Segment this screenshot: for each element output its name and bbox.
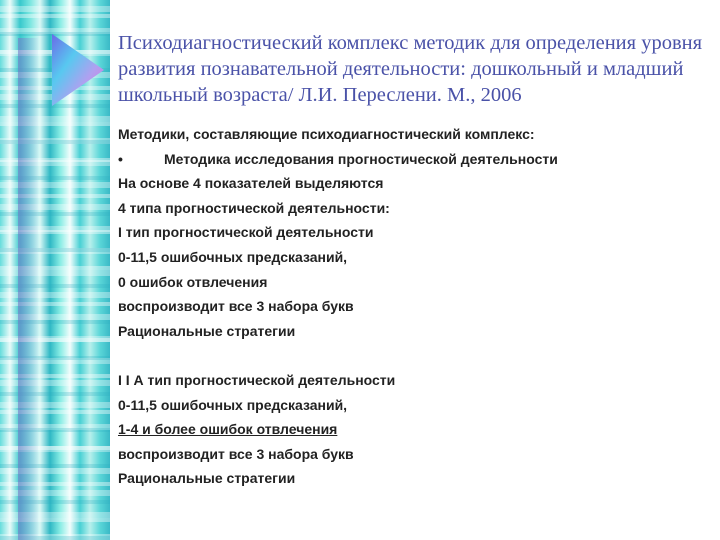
type-heading: I тип прогностической деятельности: [118, 224, 374, 241]
body-line: Рациональные стратегии: [118, 322, 296, 339]
body-line: 4 типа прогностической деятельности:: [118, 199, 390, 216]
spacer: [118, 343, 708, 368]
body-line: 0-11,5 ошибочных предсказаний,: [118, 396, 348, 413]
bullet-text: Методика исследования прогностической деятельности: [164, 150, 558, 167]
type-heading: I I А тип прогностической деятельности: [118, 371, 396, 388]
slide-body: [118, 122, 708, 491]
decorative-edge-shadow: [18, 38, 38, 540]
underlined-line: 1-4 и более ошибок отвлечения: [118, 421, 338, 438]
slide-title: Психодиагностический комплекс методик для определения уровня развития познавательной деятельности: дошкольный и младший школьный возраста/ Л.И. Переслени. М., 2006: [118, 32, 703, 106]
body-line: Методики, составляющие психодиагностический комплекс:: [118, 126, 535, 142]
body-line: воспроизводит все 3 набора букв: [118, 445, 354, 462]
body-line: На основе 4 показателей выделяются: [118, 175, 384, 192]
body-line: 0-11,5 ошибочных предсказаний,: [118, 248, 348, 265]
body-line: Рациональные стратегии: [118, 470, 296, 487]
body-line: воспроизводит все 3 набора букв: [118, 298, 354, 315]
body-line: 0 ошибок отвлечения: [118, 273, 268, 290]
triangle-arrow-icon: [50, 30, 106, 110]
bullet-icon: •: [118, 150, 123, 167]
bullet-item: [118, 147, 708, 172]
